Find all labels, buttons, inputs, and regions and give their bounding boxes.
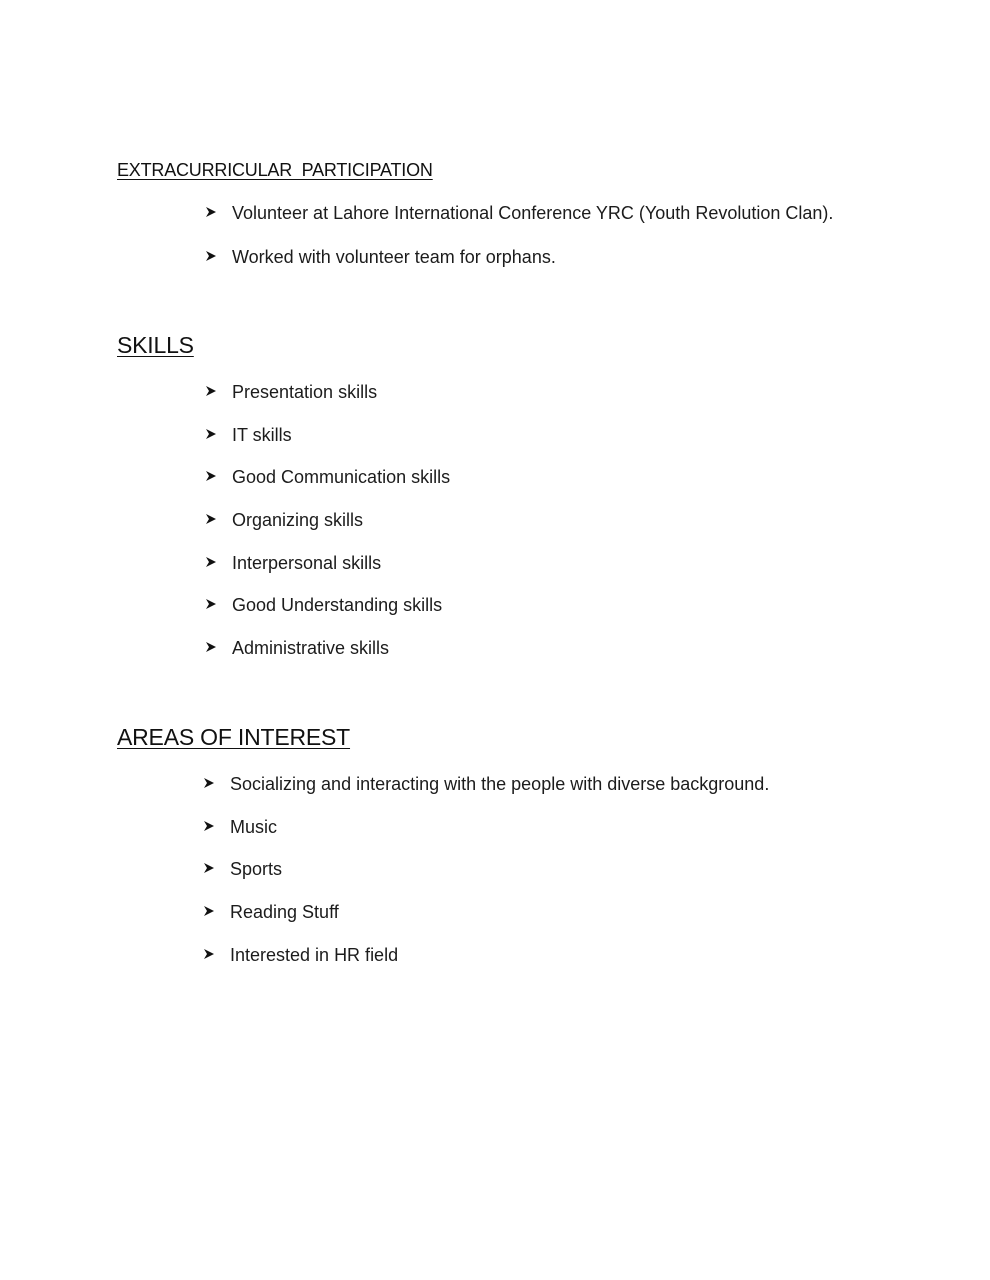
list-item-text: Interpersonal skills [232,553,382,573]
list-item-text: Reading Stuff [230,902,339,922]
arrowhead-bullet-icon [205,250,217,262]
list-item-text: Organizing skills [232,510,364,530]
list-item-text: IT skills [232,425,292,445]
arrowhead-bullet-icon [205,470,217,482]
interests-section [117,724,937,965]
list-item-text: Sports [230,859,283,879]
arrowhead-bullet-icon [205,385,217,397]
list-item-text: Administrative skills [232,638,390,658]
extracurricular-heading: EXTRACURRICULAR PARTICIPATION [117,160,433,180]
list-item-text: Worked with volunteer team for orphans. [232,247,556,267]
interests-heading: AREAS OF INTEREST [117,724,351,750]
list-item-text: Interested in HR field [230,945,399,965]
list-item-text: Good Understanding skills [232,595,443,615]
arrowhead-bullet-icon [205,598,217,610]
arrowhead-bullet-icon [203,905,215,917]
arrowhead-bullet-icon [205,206,217,218]
list-item-text: Music [230,817,278,837]
skills-heading: SKILLS [117,332,194,358]
arrowhead-bullet-icon [203,820,215,832]
arrowhead-bullet-icon [203,862,215,874]
skills-section [117,332,937,658]
list-item-text: Presentation skills [232,382,378,402]
arrowhead-bullet-icon [205,556,217,568]
arrowhead-bullet-icon [203,777,215,789]
list-item-text: Socializing and interacting with the people with diverse background. [230,774,770,794]
arrowhead-bullet-icon [203,948,215,960]
arrowhead-bullet-icon [205,641,217,653]
list-item-text: Good Communication skills [232,467,451,487]
arrowhead-bullet-icon [205,513,217,525]
list-item-text: Volunteer at Lahore International Conference YRC (Youth Revolution Clan). [232,203,834,223]
arrowhead-bullet-icon [205,428,217,440]
extracurricular-section [117,160,937,267]
